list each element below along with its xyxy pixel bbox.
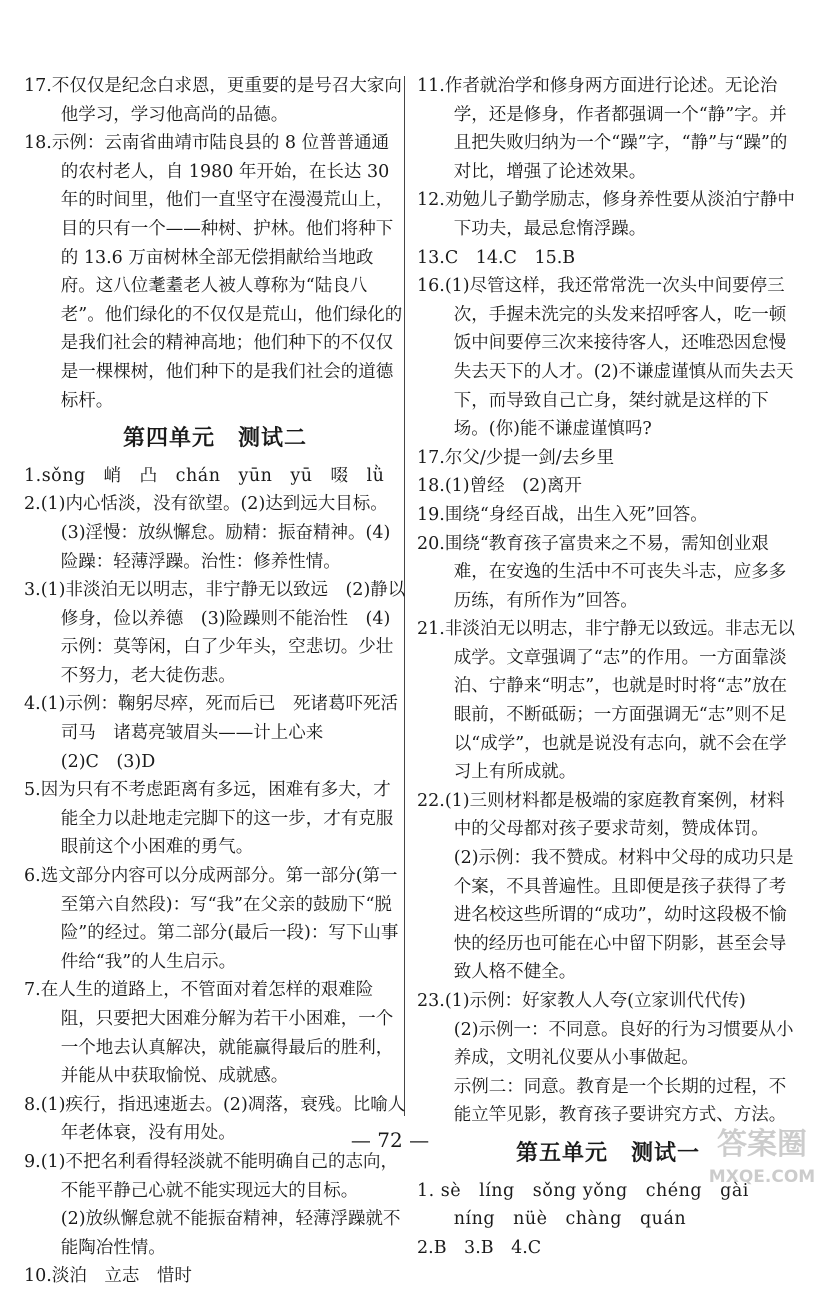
- answer-subitem: (2)C (3)D: [60, 751, 156, 772]
- answer-item: 13.C 14.C 15.B: [417, 247, 576, 268]
- answer-subitem: 示例二：同意。教育是一个长期的过程，不能立竿见影，教育孩子要讲究方式、方法。: [453, 1076, 787, 1126]
- page-number: — 72 —: [350, 1128, 430, 1152]
- answer-item: 21.非淡泊无以明志，非宁静无以致远。非志无以成学。文章强调了“志”的作用。一方面靠淡泊、宁静来“明志”，也就是时时将“志”放在眼前，不断砥砺；一方面强调无“志”则不足以“成学”，也就是说没有志向，就不会在学习上有所成就。: [417, 619, 795, 783]
- pinyin-answer: 1. sè líng sǒng yǒng chéng gài: [417, 1180, 749, 1201]
- answer-item: 4.(1)示例：鞠躬尽瘁，死而后已 死诸葛吓死活司马 诸葛亮皱眉头——计上心来: [24, 694, 398, 744]
- answer-subitem: (2)放纵懈怠就不能振奋精神，轻薄浮躁就不能陶冶性情。: [60, 1209, 401, 1258]
- answer-item: 10.淡泊 立志 惜时: [24, 1266, 192, 1287]
- answer-item: 19.围绕“身经百战，出生入死”回答。: [417, 504, 708, 525]
- answer-item: 17.尔父/少提一剑/去乡里: [417, 447, 615, 468]
- section-heading: 第四单元 测试二: [122, 426, 307, 452]
- answer-item: 18.(1)曾经 (2)离开: [417, 476, 582, 497]
- answer-item: 16.(1)尽管这样，我还常常洗一次头中间要停三次，手握未洗完的头发来招呼客人，吃一顿饭中间要停三次来接待客人，还唯恐因怠慢失去天下的人才。(2)不谦虚谨慎从而失去天下，而导致自己亡身，桀纣就是这样的下场。(你)能不谦虚谨慎吗?: [417, 276, 794, 440]
- answer-item: 20.围绕“教育孩子富贵来之不易，需知创业艰难，在安逸的生活中不可丧失斗志，应多多历练，有所作为”回答。: [417, 533, 787, 611]
- answer-item: 8.(1)疾行，指迅速逝去。(2)凋落，衰残。比喻人年老体衰，没有用处。: [24, 1094, 406, 1144]
- answer-item: 17.不仅仅是纪念白求恩，更重要的是号召大家向他学习，学习他高尚的品德。: [24, 76, 402, 125]
- answer-subitem: (2)示例一：不同意。良好的行为习惯要从小养成，文明礼仪要从小事做起。: [453, 1019, 794, 1069]
- watermark-logo: [696, 1114, 828, 1192]
- section-heading: 第五单元 测试一: [515, 1140, 700, 1166]
- left-column: [24, 72, 406, 1291]
- answer-item: 3.(1)非淡泊无以明志，非宁静无以致远 (2)静以修身，俭以养德 (3)险躁则不能治性 (4)示例：莫等闲，白了少年头，空悲切。少壮不努力，老大徒伤悲。: [24, 580, 406, 686]
- answer-item: 11.作者就治学和修身两方面进行论述。无论治学，还是修身，作者都强调一个“静”字。并且把失败归纳为一个“躁”字，“静”与“躁”的对比，增强了论述效果。: [417, 76, 788, 182]
- answer-item: 6.选文部分内容可以分成两部分。第一部分(第一至第六自然段)：写“我”在父亲的鼓励下“脱险”的经过。第二部分(最后一段)：写下山事件给“我”的人生启示。: [24, 866, 399, 972]
- pinyin-answer-continued: níng nüè chàng quán: [453, 1209, 687, 1230]
- answer-item: 5.因为只有不考虑距离有多远，困难有多大，才能全力以赴地走完脚下的这一步，才有克服眼前这个小困难的勇气。: [24, 780, 394, 858]
- answer-item: 18.示例：云南省曲靖市陆良县的 8 位普普通通的农村老人，自 1980 年开始，在长达 30 年的时间里，他们一直坚守在漫漫荒山上，目的只有一个——种树、护林。他们将种下的 13.6 万亩树林全部无偿捐献给当地政府。这八位耄耋老人被人尊称为“陆良八老”。他们绿化的不仅仅是荒山，他们绿化的是我们社会的精神高地；他们种下的不仅仅是一棵棵树，他们种下的是我们社会的道德标杆。: [24, 133, 403, 411]
- answer-subitem: (2)示例：我不赞成。材料中父母的成功只是个案，不具普遍性。且即便是孩子获得了考进名校这些所谓的“成功”，幼时这段极不愉快的经历也可能在心中留下阴影，甚至会导致人格不健全。: [453, 848, 794, 983]
- pinyin-answer: 1.sǒng 峭 凸 chán yūn yū 啜 lǜ: [24, 465, 385, 486]
- answer-item: 9.(1)不把名利看得轻淡就不能明确自己的志向，不能平静己心就不能实现远大的目标。: [24, 1151, 398, 1201]
- answer-item: 2.B 3.B 4.C: [417, 1237, 542, 1258]
- answer-item: 2.(1)内心恬淡，没有欲望。(2)达到远大目标。(3)淫慢：放纵懈怠。励精：振奋精神。(4)险躁：轻薄浮躁。治性：修养性情。: [24, 494, 391, 572]
- answer-item: 7.在人生的道路上，不管面对着怎样的艰难险阻，只要把大困难分解为若干小困难，一个一个地去认真解决，就能赢得最后的胜利，并能从中获取愉悦、成就感。: [24, 980, 394, 1087]
- right-column: [417, 72, 799, 1262]
- watermark-url: MXQE.COM: [708, 1167, 816, 1187]
- watermark-title: 答案圈: [717, 1127, 807, 1162]
- answer-item: 23.(1)示例：好家教人人夸(立家训代代传): [417, 991, 746, 1011]
- answer-item: 12.劝勉儿子勤学励志，修身养性要从淡泊宁静中下功夫，最忌怠惰浮躁。: [417, 190, 795, 239]
- answer-item: 22.(1)三则材料都是极端的家庭教育案例，材料中的父母都对孩子要求苛刻，赞成体罚。: [417, 790, 785, 840]
